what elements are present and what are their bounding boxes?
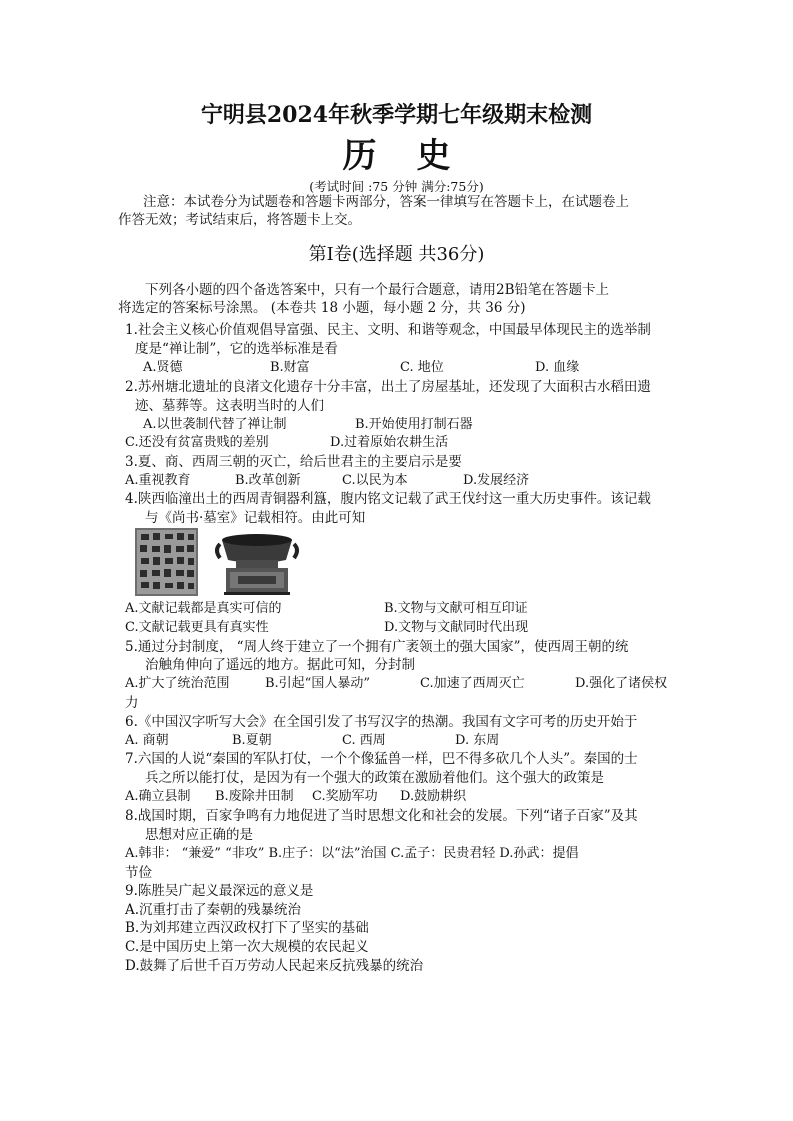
q2-options-row-1 (0, 416, 793, 434)
q2-option-b: B.开始使用打制石器 (355, 417, 473, 432)
q8-stem-line-1: 8.战国时期，百家争鸣有力地促进了当时思想文化和社会的发展。下列“诸子百家”及其 (125, 808, 638, 824)
q3-option-c: C.以民为本 (342, 473, 408, 488)
q1-option-a: A.贤德 (143, 360, 183, 375)
section-title: 第Ⅰ卷(选择题 共36分) (308, 244, 485, 265)
q2-stem-line-1: 2.苏州塘北遗址的良渚文化遗存十分丰富，出土了房屋基址，还发现了大面积古水稻田遗 (125, 379, 651, 395)
q1-option-d: D. 血缘 (535, 360, 580, 375)
q7-options (0, 788, 793, 806)
notice-line-1: 注意：本试卷分为试题卷和答题卡两部分，答案一律填写在答题卡上，在试题卷上 (143, 194, 629, 210)
q2-option-c: C.还没有贫富贵贱的差别 (125, 435, 269, 450)
q5-option-a: A.扩大了统治范围 (125, 676, 230, 691)
q4-option-c: C.文献记载更具有真实性 (125, 620, 269, 635)
q2-options-row-2 (0, 434, 793, 452)
q5-options (0, 675, 793, 693)
q7-stem-line-1: 7.六国的人说“秦国的军队打仗，一个个像猛兽一样，巴不得多砍几个人头”。秦国的士 (125, 751, 638, 767)
q4-option-b: B.文物与文献可相互印证 (384, 601, 528, 616)
q1-option-c: C. 地位 (400, 360, 444, 375)
exam-title: 宁明县2024年秋季学期七年级期末检测 (200, 102, 593, 128)
q4-options-row-2 (0, 619, 793, 637)
bronze-gui-vessel-image (214, 530, 300, 596)
subject-title: 历史 (342, 136, 491, 176)
q1-option-b: B.财富 (270, 360, 310, 375)
q3-option-a: A.重视教育 (125, 473, 191, 488)
q7-option-b: B.废除井田制 (215, 789, 294, 804)
q1-stem-line-1: 1.社会主义核心价值观倡导富强、民主、文明、和谐等观念，中国最早体现民主的选举制 (125, 322, 651, 338)
q9-option-c: C.是中国历史上第一次大规模的农民起义 (125, 939, 369, 955)
q7-stem-line-2: 兵之所以能打仗，是因为有一个强大的政策在激励着他们。这个强大的政策是 (145, 770, 604, 786)
notice-line-2: 作答无效；考试结束后，将答题卡上交。 (118, 212, 361, 228)
q8-options: A.韩非： “兼爱” “非攻” B.庄子：以“法”治国 C.孟子：民贵君轻 D.孙武：提倡 (125, 846, 579, 861)
q9-option-b: B.为刘邦建立西汉政权打下了坚实的基础 (125, 920, 369, 936)
q8-option-d-continuation: 节俭 (125, 865, 152, 881)
q5-option-b: B.引起“国人暴动” (265, 676, 370, 691)
q5-option-c: C.加速了西周灭亡 (420, 676, 525, 691)
q6-option-a: A. 商朝 (125, 733, 169, 748)
q7-option-d: D.鼓励耕织 (400, 789, 467, 804)
q3-option-d: D.发展经济 (463, 473, 530, 488)
q5-option-d: D.强化了诸侯权 (575, 676, 668, 691)
exam-info: (考试时间 :75 分钟 满分:75分) (309, 179, 484, 194)
q8-stem-line-2: 思想对应正确的是 (145, 827, 253, 843)
section-intro-line-1: 下列各小题的四个备选答案中，只有一个最行合题意，请用2B铅笔在答题卡上 (145, 282, 610, 298)
q2-option-a: A.以世袭制代替了禅让制 (143, 417, 287, 432)
q7-option-a: A.确立县制 (125, 789, 191, 804)
q5-stem-line-2: 治触角伸向了遥远的地方。据此可知，分封制 (145, 657, 415, 673)
q6-option-b: B.夏朝 (232, 733, 272, 748)
q9-stem: 9.陈胜吴广起义最深远的意义是 (125, 883, 314, 899)
q7-option-c: C.奖励军功 (312, 789, 378, 804)
q1-stem-line-2: 度是“禅让制”，它的选举标准是看 (135, 341, 338, 357)
q6-option-c: C. 西周 (342, 733, 386, 748)
q5-option-d-continuation: 力 (125, 695, 139, 711)
section-intro-line-2: 将选定的答案标号涂黑。 (本卷共 18 小题，每小题 2 分，共 36 分) (118, 300, 526, 316)
q6-options (0, 732, 793, 750)
q9-option-d: D.鼓舞了后世千百万劳动人民起来反抗残暴的统治 (125, 958, 424, 974)
q2-option-d: D.过着原始农耕生活 (330, 435, 449, 450)
q4-option-d: D.文物与文献同时代出现 (384, 620, 529, 635)
q6-option-d: D. 东周 (455, 733, 500, 748)
q2-stem-line-2: 迹、墓葬等。这表明当时的人们 (135, 398, 324, 414)
q9-option-a: A.沉重打击了秦朝的残暴统治 (125, 902, 302, 918)
q5-stem-line-1: 5.通过分封制度， “周人终于建立了一个拥有广袤领土的强大国家”，使西周王朝的统 (125, 639, 629, 655)
q4-stem-line-1: 4.陕西临潼出土的西周青铜器利簋，腹内铭文记载了武王伐纣这一重大历史事件。该记载 (125, 491, 651, 507)
q6-stem: 6.《中国汉字听写大会》在全国引发了书写汉字的热潮。我国有文字可考的历史开始于 (125, 714, 638, 730)
q4-option-a: A.文献记载都是真实可信的 (125, 601, 282, 616)
q4-options-row-1 (0, 600, 793, 618)
inscription-rubbing-image (135, 528, 198, 596)
q3-option-b: B.改革创新 (235, 473, 301, 488)
q3-stem: 3.夏、商、西周三朝的灭亡，给后世君主的主要启示是要 (125, 454, 462, 470)
q3-options (0, 472, 793, 490)
q4-stem-line-2: 与《尚书·墓室》记载相符。由此可知 (145, 510, 366, 526)
q1-options (0, 359, 793, 377)
